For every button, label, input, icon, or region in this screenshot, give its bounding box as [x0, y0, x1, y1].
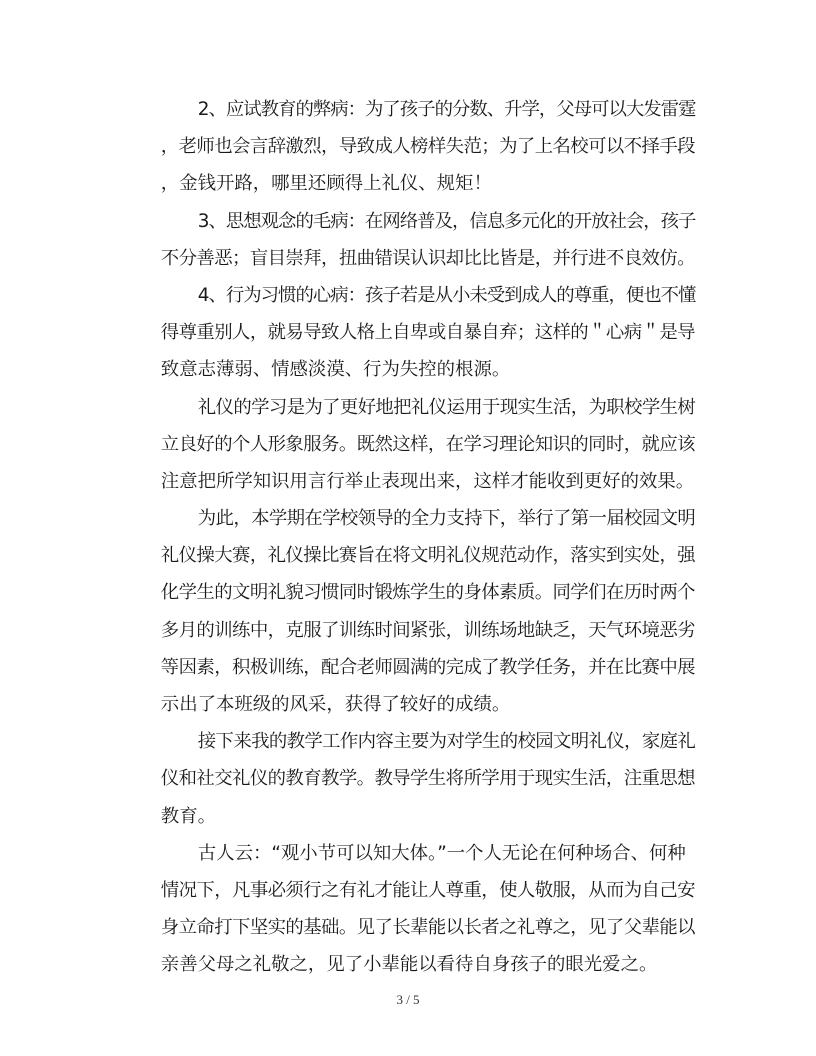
text-line: 2、应试教育的弊病：为了孩子的分数、升学，父母可以大发雷霆	[197, 99, 696, 120]
text-line: 身立命打下坚实的基础。见了长辈能以长者之礼尊之，见了父辈能以	[160, 917, 695, 939]
text-line: 等因素，积极训练，配合老师圆满的完成了教学任务，并在比赛中展	[160, 656, 695, 678]
text-line: 3、思想观念的毛病：在网络普及，信息多元化的开放社会，孩子	[197, 210, 696, 232]
text-line: 亲善父母之礼敬之，见了小辈能以看待自身孩子的眼光爱之。	[160, 954, 658, 976]
text-line: 教育。	[160, 805, 216, 827]
text-line: 得尊重别人，就易导致人格上自卑或自暴自弃；这样的＂心病＂是导	[160, 322, 695, 344]
paragraph-behavior-habit	[124, 277, 696, 389]
paragraph-etiquette-contest	[124, 500, 696, 723]
paragraph-thinking-concept	[124, 203, 696, 277]
text-line: 化学生的文明礼貌习惯同时锻炼学生的身体素质。同学们在历时两个	[160, 582, 695, 604]
text-line: ，金钱开路，哪里还顾得上礼仪、规矩！	[160, 173, 492, 195]
paragraph-exam-education	[124, 91, 696, 203]
page-number: 3 / 5	[396, 992, 420, 1007]
paragraph-etiquette-learning	[124, 389, 696, 501]
text-line: 礼仪操大赛，礼仪操比赛旨在将文明礼仪规范动作，落实到实处，强	[160, 545, 695, 567]
text-line: 情况下，凡事必须行之有礼才能让人尊重，使人敬服，从而为自己安	[160, 879, 695, 901]
paragraph-next-work	[124, 723, 696, 835]
text-line: 致意志薄弱、情感淡漠、行为失控的根源。	[160, 359, 511, 381]
text-line: 多月的训练中，克服了训练时间紧张，训练场地缺乏，天气环境恶劣	[160, 619, 695, 641]
text-line: 仪和社交礼仪的教育教学。教导学生将所学用于现实生活，注重思想	[160, 768, 695, 790]
document-body	[124, 91, 696, 984]
text-line: 为此，本学期在学校领导的全力支持下，举行了第一届校园文明	[197, 508, 696, 530]
text-line: 示出了本班级的风采，获得了较好的成绩。	[160, 694, 511, 715]
text-line: 接下来我的教学工作内容主要为对学生的校园文明礼仪，家庭礼	[197, 731, 696, 753]
text-line: 立良好的个人形象服务。既然这样，在学习理论知识的同时，就应该	[160, 433, 695, 455]
text-line: 礼仪的学习是为了更好地把礼仪运用于现实生活，为职校学生树	[197, 396, 696, 418]
paragraph-ancient-saying	[124, 835, 696, 984]
text-line: ，老师也会言辞激烈，导致成人榜样失范；为了上名校可以不择手段	[160, 136, 695, 158]
text-line: 不分善恶；盲目崇拜，扭曲错误认识却比比皆是，并行进不良效仿。	[160, 247, 695, 269]
text-line: 古人云：“观小节可以知大体。”一个人无论在何种场合、何种	[197, 842, 686, 864]
text-line: 注意把所学知识用言行举止表现出来，这样才能收到更好的效果。	[160, 470, 695, 492]
text-line: 4、行为习惯的心病：孩子若是从小未受到成人的尊重，便也不懂	[197, 284, 696, 306]
